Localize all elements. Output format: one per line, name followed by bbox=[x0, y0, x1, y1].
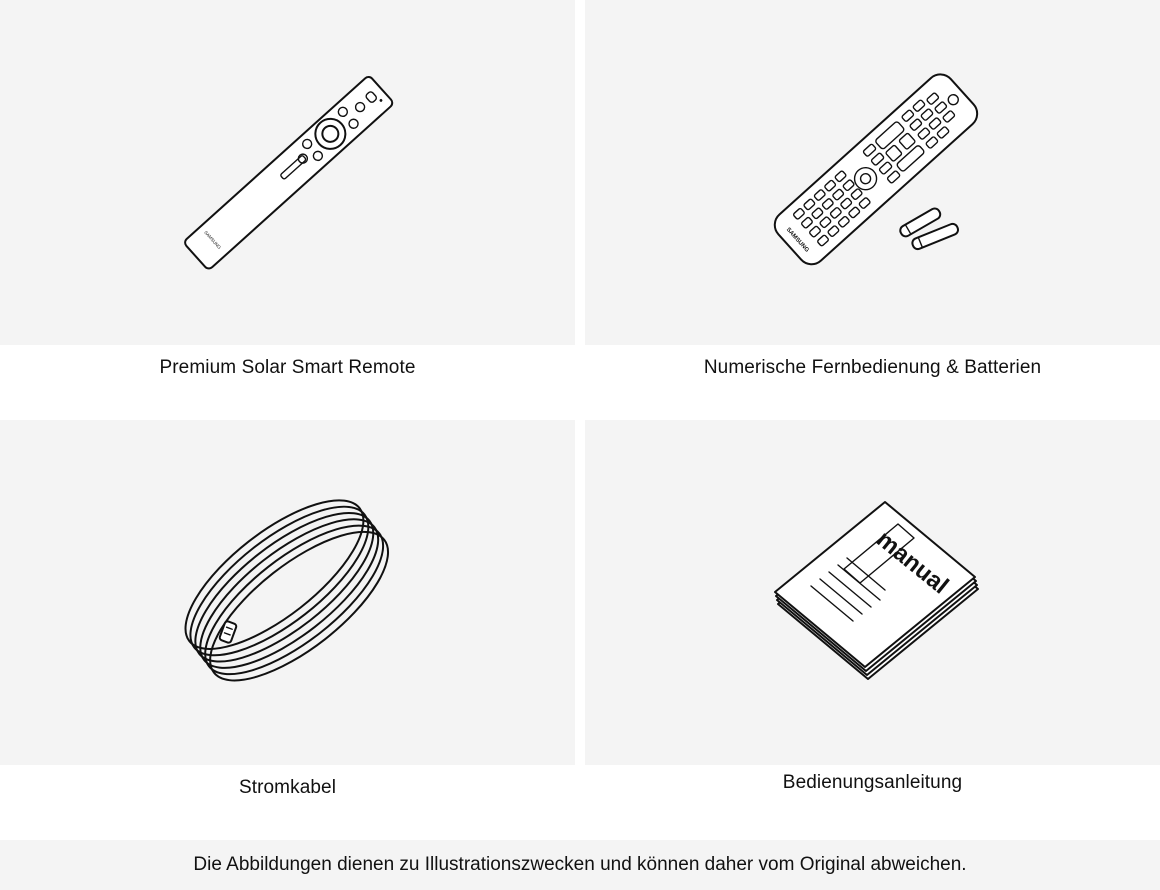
item-label-solar-remote: Premium Solar Smart Remote bbox=[159, 357, 416, 378]
numeric-remote-batteries-icon bbox=[585, 0, 1160, 345]
item-image-manual bbox=[585, 420, 1160, 765]
remote-brand-text: SAMSUNG bbox=[203, 229, 223, 251]
numeric-remote-brand-text: SAMSUNG bbox=[784, 226, 810, 254]
item-label-power-cable: Stromkabel bbox=[238, 777, 337, 798]
manual-icon bbox=[585, 420, 1160, 765]
disclaimer-bar bbox=[0, 840, 1160, 890]
item-label-numeric-remote: Numerische Fernbedienung & Batterien bbox=[703, 357, 1042, 378]
item-image-power-cable bbox=[0, 420, 575, 765]
item-image-numeric-remote bbox=[585, 0, 1160, 345]
solar-remote-icon bbox=[0, 0, 575, 345]
manual-cover-text: manual bbox=[871, 525, 954, 600]
power-cable-icon bbox=[0, 420, 575, 765]
disclaimer-text: Die Abbildungen dienen zu Illustrationszwecken und können daher vom Original abweichen. bbox=[193, 854, 967, 875]
item-label-manual: Bedienungsanleitung bbox=[782, 772, 963, 793]
item-image-solar-remote bbox=[0, 0, 575, 345]
